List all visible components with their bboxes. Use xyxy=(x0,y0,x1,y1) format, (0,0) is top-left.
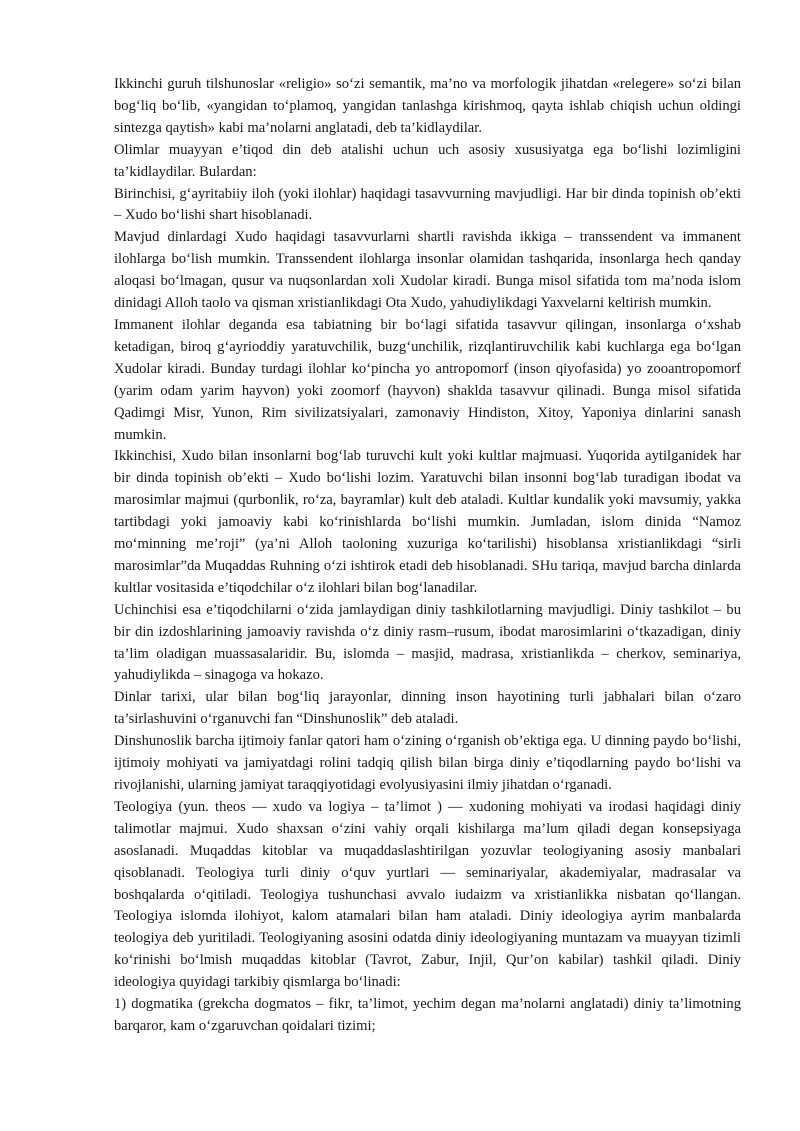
paragraph: Dinlar tarixi, ular bilan bog‘liq jarayonlar, dinning inson hayotining turli jabhalari bilan o‘zaro ta’sirlashuvini o‘rganuvchi fan “Dinshunoslik” deb ataladi. xyxy=(114,689,741,728)
paragraph: Uchinchisi esa e’tiqodchilarni o‘zida jamlaydigan diniy tashkilotlarning mavjudligi. Diniy tashkilot – bu bir din izdoshlarining jamoaviy ravishda o‘z diniy rasm–rusum, ibodat marosimlarini o‘tkazadigan, diniy ta’lim oladigan muassasalaridir. Bu, islomda – masjid, madrasa, xristianlikda – cherkov, seminariya, yahudiylikda – sinagoga va hokazo. xyxy=(114,601,741,684)
paragraph: Ikkinchisi, Xudo bilan insonlarni bog‘lab turuvchi kult yoki kultlar majmuasi. Yuqorida aytilganidek har bir dinda topinish ob’ekti – Xudo bo‘lishi lozim. Yaratuvchi bilan insonni bog‘lab turadigan ibodat va marosimlar majmui (qurbonlik, ro‘za, bayramlar) kult deb ataladi. Kultlar kundalik yoki mavsumiy, yakka tartibdagi yoki jamoaviy kabi ko‘rinishlarda bo‘lishi mumkin. Jumladan, islom dinida “Namoz mo‘minning me’roji” (ya’ni Alloh taoloning xuzuriga ko‘tarilishi) hisoblansa xristianlikdagi “sirli marosimlar”da Muqaddas Ruhning o‘zi ishtirok etadi deb hisoblanadi. SHu tariqa, mavjud barcha dinlarda kultlar vositasida e’tiqodchilar o‘z ilohlari bilan bog‘lanadilar. xyxy=(114,448,741,596)
paragraph: Mavjud dinlardagi Xudo haqidagi tasavvurlarni shartli ravishda ikkiga – transsendent va immanent ilohlarga bo‘lish mumkin. Transsendent ilohlarga insonlar olamidan tashqarida, insonlarga hech qanday aloqasi bo‘lmagan, qusur va nuqsonlardan xoli Xudolar kiradi. Bunga misol sifatida tom ma’noda islom dinidagi Alloh taolo va qisman xristianlikdagi Ota Xudo, yahudiylikdagi Yaxvelarni keltirish mumkin. xyxy=(114,229,741,312)
paragraph: 1) dogmatika (grekcha dogmatos – fikr, ta’limot, yechim degan ma’nolarni anglatadi) diniy ta’limotning barqaror, kam o‘zgaruvchan qoidalari tizimi; xyxy=(114,996,741,1034)
paragraph: Olimlar muayyan e’tiqod din deb atalishi uchun uch asosiy xususiyatga ega bo‘lishi lozimligini ta’kidlaydilar. Bulardan: xyxy=(114,141,741,180)
paragraph: Immanent ilohlar deganda esa tabiatning bir bo‘lagi sifatida tasavvur qilingan, insonlarga o‘xshab ketadigan, biroq g‘ayrioddiy yaratuvchilik, buzg‘unchilik, rizqlantiruvchilik kabi kuchlarga ega bo‘lgan Xudolar kiradi. Bunday turdagi ilohlar ko‘pincha yo antropomorf (inson qiyofasida) yo zooantropomorf (yarim odam yarim hayvon) yoki zoomorf (hayvon) shaklda tasavvur qilinadi. Bunga misol sifatida Qadimgi Misr, Yunon, Rim sivilizatsiyalari, zamonaviy Hindiston, Xitoy, Yaponiya dinlarini sanash mumkin. xyxy=(114,316,741,443)
paragraph: Ikkinchi guruh tilshunoslar «religio» so‘zi semantik, ma’no va morfologik jihatdan «relegere» so‘zi bilan bog‘liq bo‘lib, «yangidan to‘plamoq, yangidan tanlashga kirishmoq, qayta ishlab chiqish uchun oldingi sintezga qaytish» kabi ma’nolarni anglatadi, deb ta’kidlaydilar. xyxy=(114,76,741,136)
paragraph: Teologiya (yun. theos — xudo va logiya – ta’limot ) — xudoning mohiyati va irodasi haqidagi diniy talimotlar majmui. Xudo shaxsan o‘zini vahiy orqali kishilarga ma’lum qiladi degan konsepsiyaga asoslanadi. Muqaddas kitoblar va muqaddaslashtirilgan yozuvlar teologiyaning asosiy manbalari qisoblanadi. Teologiya turli diniy o‘quv yurtlari — seminariyalar, akademiyalar, madrasalar va boshqalarda o‘qitiladi. Teologiya tushunchasi avvalo iudaizm va xristianlikka nisbatan qo‘llangan. Teologiya islomda ilohiyot, kalom atamalari bilan ham ataladi. Diniy ideologiya ayrim manbalarda teologiya deb yuritiladi. Teologiyaning asosini odatda diniy ideologiyaning muntazam va muayyan tizimli ko‘rinishi bo‘lmish muqaddas kitoblar (Tavrot, Zabur, Injil, Qur’on kabilar) tashkil qiladi. Diniy ideologiya quyidagi tarkibiy qismlarga bo‘linadi: xyxy=(114,798,741,991)
paragraph: Birinchisi, g‘ayritabiiy iloh (yoki ilohlar) haqidagi tasavvurning mavjudligi. Har bir dinda topinish ob’ekti – Xudo bo‘lishi shart hisoblanadi. xyxy=(114,185,741,224)
document-page xyxy=(114,74,741,1038)
paragraph: Dinshunoslik barcha ijtimoiy fanlar qatori ham o‘zining o‘rganish ob’ektiga ega. U dinning paydo bo‘lishi, ijtimoiy mohiyati va jamiyatdagi rolini tadqiq qilish bilan birga diniy e’tiqodlarning paydo bo‘lishi va rivojlanishi, ularning jamiyat taraqqiyotidagi evolyusiyasini ilmiy jihatdan o‘rganadi. xyxy=(114,733,741,793)
